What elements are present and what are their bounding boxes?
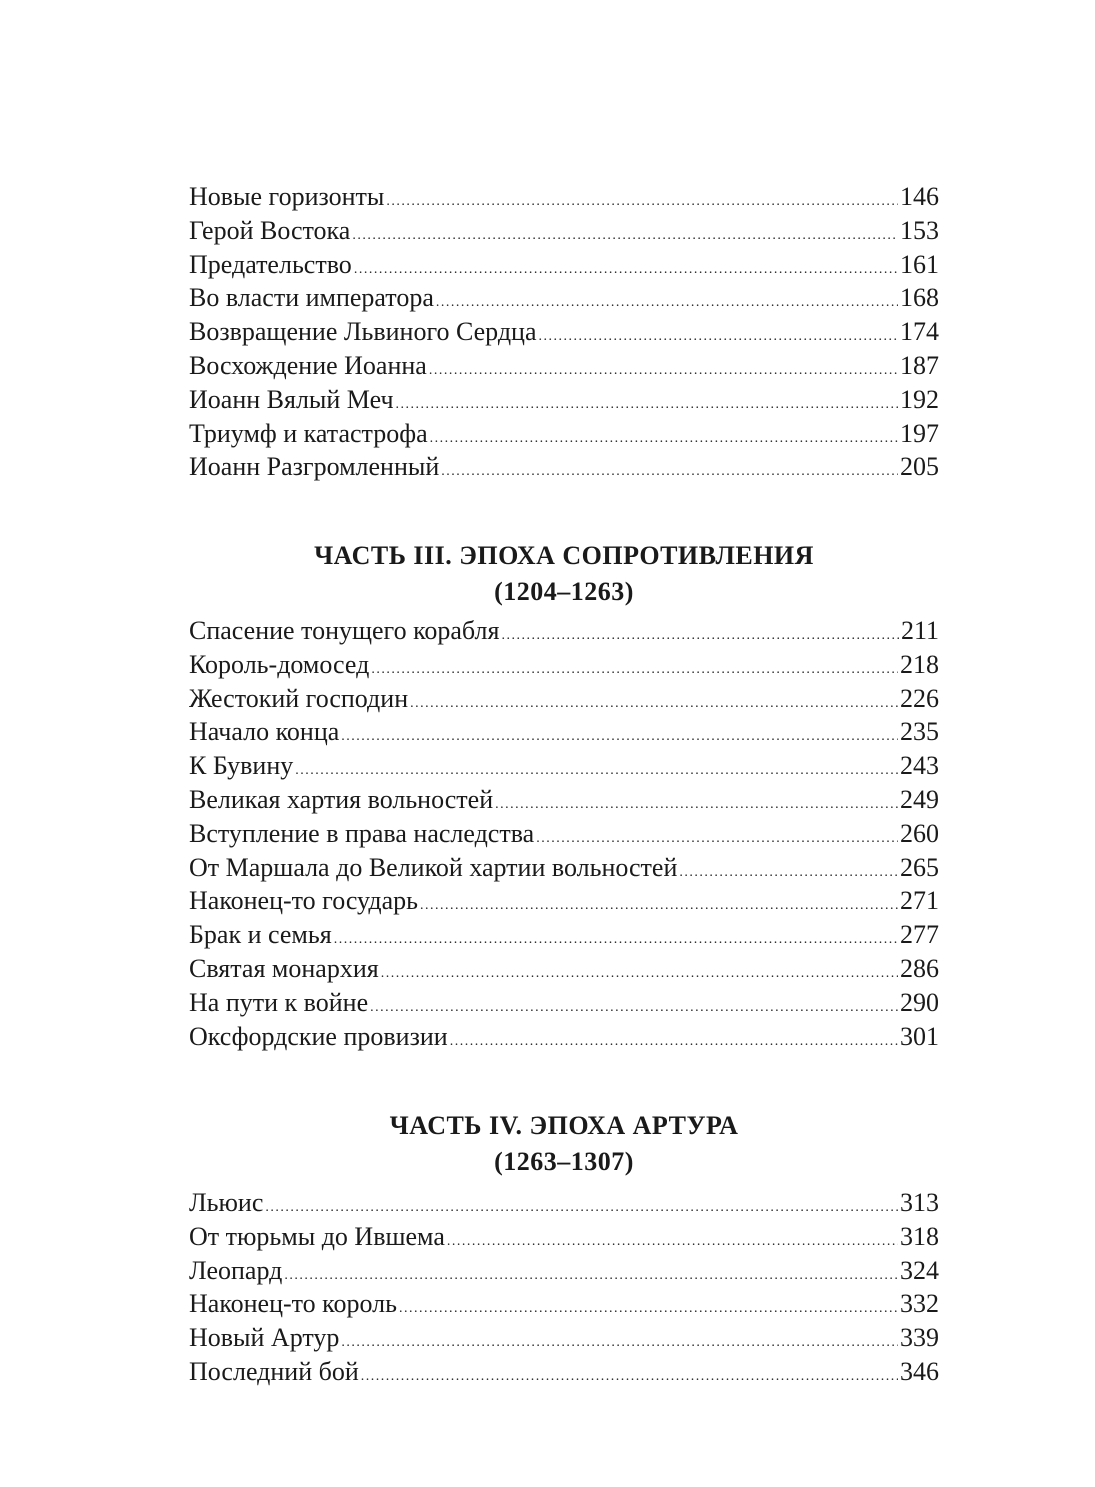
dot-leader — [679, 866, 898, 880]
dot-leader — [436, 296, 898, 310]
toc-entry-title: Новый Артур — [189, 1323, 340, 1353]
dot-leader — [410, 697, 898, 711]
toc-entry-title: Вступление в права наследства — [189, 818, 535, 848]
dot-leader — [501, 629, 899, 643]
toc-entry-page: 218 — [900, 649, 939, 679]
toc-entry[interactable] — [189, 749, 939, 783]
toc-entry-title: Герой Востока — [189, 215, 351, 245]
toc-entry[interactable] — [189, 1321, 939, 1355]
dot-leader — [352, 229, 898, 243]
toc-entry[interactable] — [189, 648, 939, 682]
toc-entry-page: 332 — [900, 1289, 939, 1319]
dot-leader — [441, 465, 898, 479]
part-4-title: ЧАСТЬ IV. ЭПОХА АРТУРА — [389, 1111, 739, 1140]
toc-entry-page: 235 — [900, 717, 939, 747]
toc-entry-title: Наконец-то государь — [189, 886, 419, 916]
toc-entry[interactable] — [189, 281, 939, 315]
toc-entry[interactable] — [189, 180, 939, 214]
toc-entry-title: Король-домосед — [189, 649, 370, 679]
dot-leader — [341, 730, 898, 744]
dot-leader — [447, 1235, 898, 1249]
toc-entry[interactable] — [189, 417, 939, 451]
toc-entry-title: Начало конца — [189, 717, 340, 747]
toc-entry-page: 290 — [900, 987, 939, 1017]
toc-entry[interactable] — [189, 783, 939, 817]
toc-entry[interactable] — [189, 614, 939, 648]
toc-entry-title: Оксфордские провизии — [189, 1021, 448, 1051]
toc-entry[interactable] — [189, 1254, 939, 1288]
toc-entry-page: 318 — [900, 1221, 939, 1251]
toc-entry[interactable] — [189, 817, 939, 851]
dot-leader — [361, 1370, 898, 1384]
toc-entry-title: Леопард — [189, 1255, 283, 1285]
dot-leader — [334, 933, 898, 947]
dot-leader — [430, 432, 898, 446]
toc-entry[interactable] — [189, 715, 939, 749]
toc-entry[interactable] — [189, 1020, 939, 1054]
toc-entry-title: Жестокий господин — [189, 683, 409, 713]
dot-leader — [539, 330, 898, 344]
dot-leader — [450, 1035, 898, 1049]
toc-entry-page: 192 — [900, 384, 939, 414]
toc-entry-page: 301 — [900, 1021, 939, 1051]
toc-entry-title: Наконец-то король — [189, 1289, 397, 1319]
part-3-title: ЧАСТЬ III. ЭПОХА СОПРОТИВЛЕНИЯ — [314, 541, 814, 570]
toc-entry[interactable] — [189, 349, 939, 383]
toc-entry-page: 205 — [900, 452, 939, 482]
toc-entry-page: 286 — [900, 953, 939, 983]
toc-entry-title: Во власти императора — [189, 283, 434, 313]
toc-entry-title: Спасение тонущего корабля — [189, 616, 500, 645]
toc-entry-title: Иоанн Вялый Меч — [189, 384, 394, 414]
part-4-years: (1263–1307) — [494, 1147, 634, 1176]
toc-entry[interactable] — [189, 851, 939, 885]
dot-leader — [265, 1201, 898, 1215]
toc-entry-page: 146 — [900, 182, 939, 211]
toc-entry[interactable] — [189, 214, 939, 248]
toc-entry-page: 161 — [900, 249, 939, 279]
dot-leader — [341, 1336, 898, 1350]
toc-entry-title: Триумф и катастрофа — [189, 418, 428, 448]
toc-entry-page: 265 — [900, 852, 939, 882]
part-3-years: (1204–1263) — [494, 577, 634, 606]
toc-entry-page: 168 — [900, 283, 939, 313]
part-3-heading — [189, 538, 939, 610]
toc-entry[interactable] — [189, 1355, 939, 1389]
toc-entry-page: 249 — [900, 784, 939, 814]
dot-leader — [396, 398, 898, 412]
dot-leader — [399, 1302, 898, 1316]
toc-entry-page: 197 — [900, 418, 939, 448]
toc-entry[interactable] — [189, 248, 939, 282]
toc-entry-page: 339 — [900, 1323, 939, 1353]
toc-list-part-2-continued — [189, 180, 939, 484]
toc-entry[interactable] — [189, 450, 939, 484]
toc-entry-page: 243 — [900, 751, 939, 781]
dot-leader — [429, 364, 898, 378]
toc-entry-page: 346 — [900, 1356, 939, 1386]
toc-entry[interactable] — [189, 952, 939, 986]
toc-entry-page: 153 — [900, 215, 939, 245]
toc-entry[interactable] — [189, 682, 939, 716]
toc-entry[interactable] — [189, 1287, 939, 1321]
toc-entry-page: 174 — [900, 317, 939, 347]
toc-entry-title: На пути к войне — [189, 987, 369, 1017]
toc-entry-title: Восхождение Иоанна — [189, 350, 427, 380]
dot-leader — [536, 832, 898, 846]
dot-leader — [370, 1001, 898, 1015]
toc-entry-title: Льюис — [189, 1188, 264, 1217]
toc-entry[interactable] — [189, 1220, 939, 1254]
toc-entry-title: Святая монархия — [189, 953, 379, 983]
toc-entry-page: 211 — [900, 616, 939, 645]
toc-entry[interactable] — [189, 918, 939, 952]
toc-entry[interactable] — [189, 1186, 939, 1220]
toc-entry-title: Последний бой — [189, 1356, 359, 1386]
dot-leader — [354, 263, 898, 277]
toc-entry[interactable] — [189, 884, 939, 918]
toc-entry-title: Иоанн Разгромленный — [189, 452, 440, 482]
dot-leader — [284, 1269, 898, 1283]
part-4-heading — [189, 1108, 939, 1180]
toc-entry-title: Предательство — [189, 249, 352, 279]
toc-entry-page: 260 — [900, 818, 939, 848]
dot-leader — [295, 764, 898, 778]
dot-leader — [420, 899, 898, 913]
toc-entry-page: 271 — [900, 886, 939, 916]
dot-leader — [371, 663, 898, 677]
toc-entry-title: От тюрьмы до Ившема — [189, 1221, 445, 1251]
toc-entry-page: 187 — [900, 350, 939, 380]
toc-entry-title: Возвращение Львиного Сердца — [189, 317, 537, 347]
toc-entry-page: 226 — [900, 683, 939, 713]
dot-leader — [386, 195, 898, 209]
toc-entry-title: Новые горизонты — [189, 182, 385, 211]
toc-list-part-4 — [189, 1186, 939, 1389]
toc-entry-title: От Маршала до Великой хартии вольностей — [189, 852, 678, 882]
dot-leader — [381, 967, 898, 981]
toc-entry[interactable] — [189, 315, 939, 349]
toc-entry[interactable] — [189, 986, 939, 1020]
toc-list-part-3 — [189, 614, 939, 1053]
toc-entry-title: К Бувину — [189, 751, 294, 781]
toc-entry-page: 313 — [900, 1188, 939, 1217]
toc-entry-page: 277 — [900, 920, 939, 950]
dot-leader — [495, 798, 898, 812]
toc-entry-title: Брак и семья — [189, 920, 332, 950]
toc-entry[interactable] — [189, 383, 939, 417]
toc-entry-page: 324 — [900, 1255, 939, 1285]
toc-entry-title: Великая хартия вольностей — [189, 784, 494, 814]
